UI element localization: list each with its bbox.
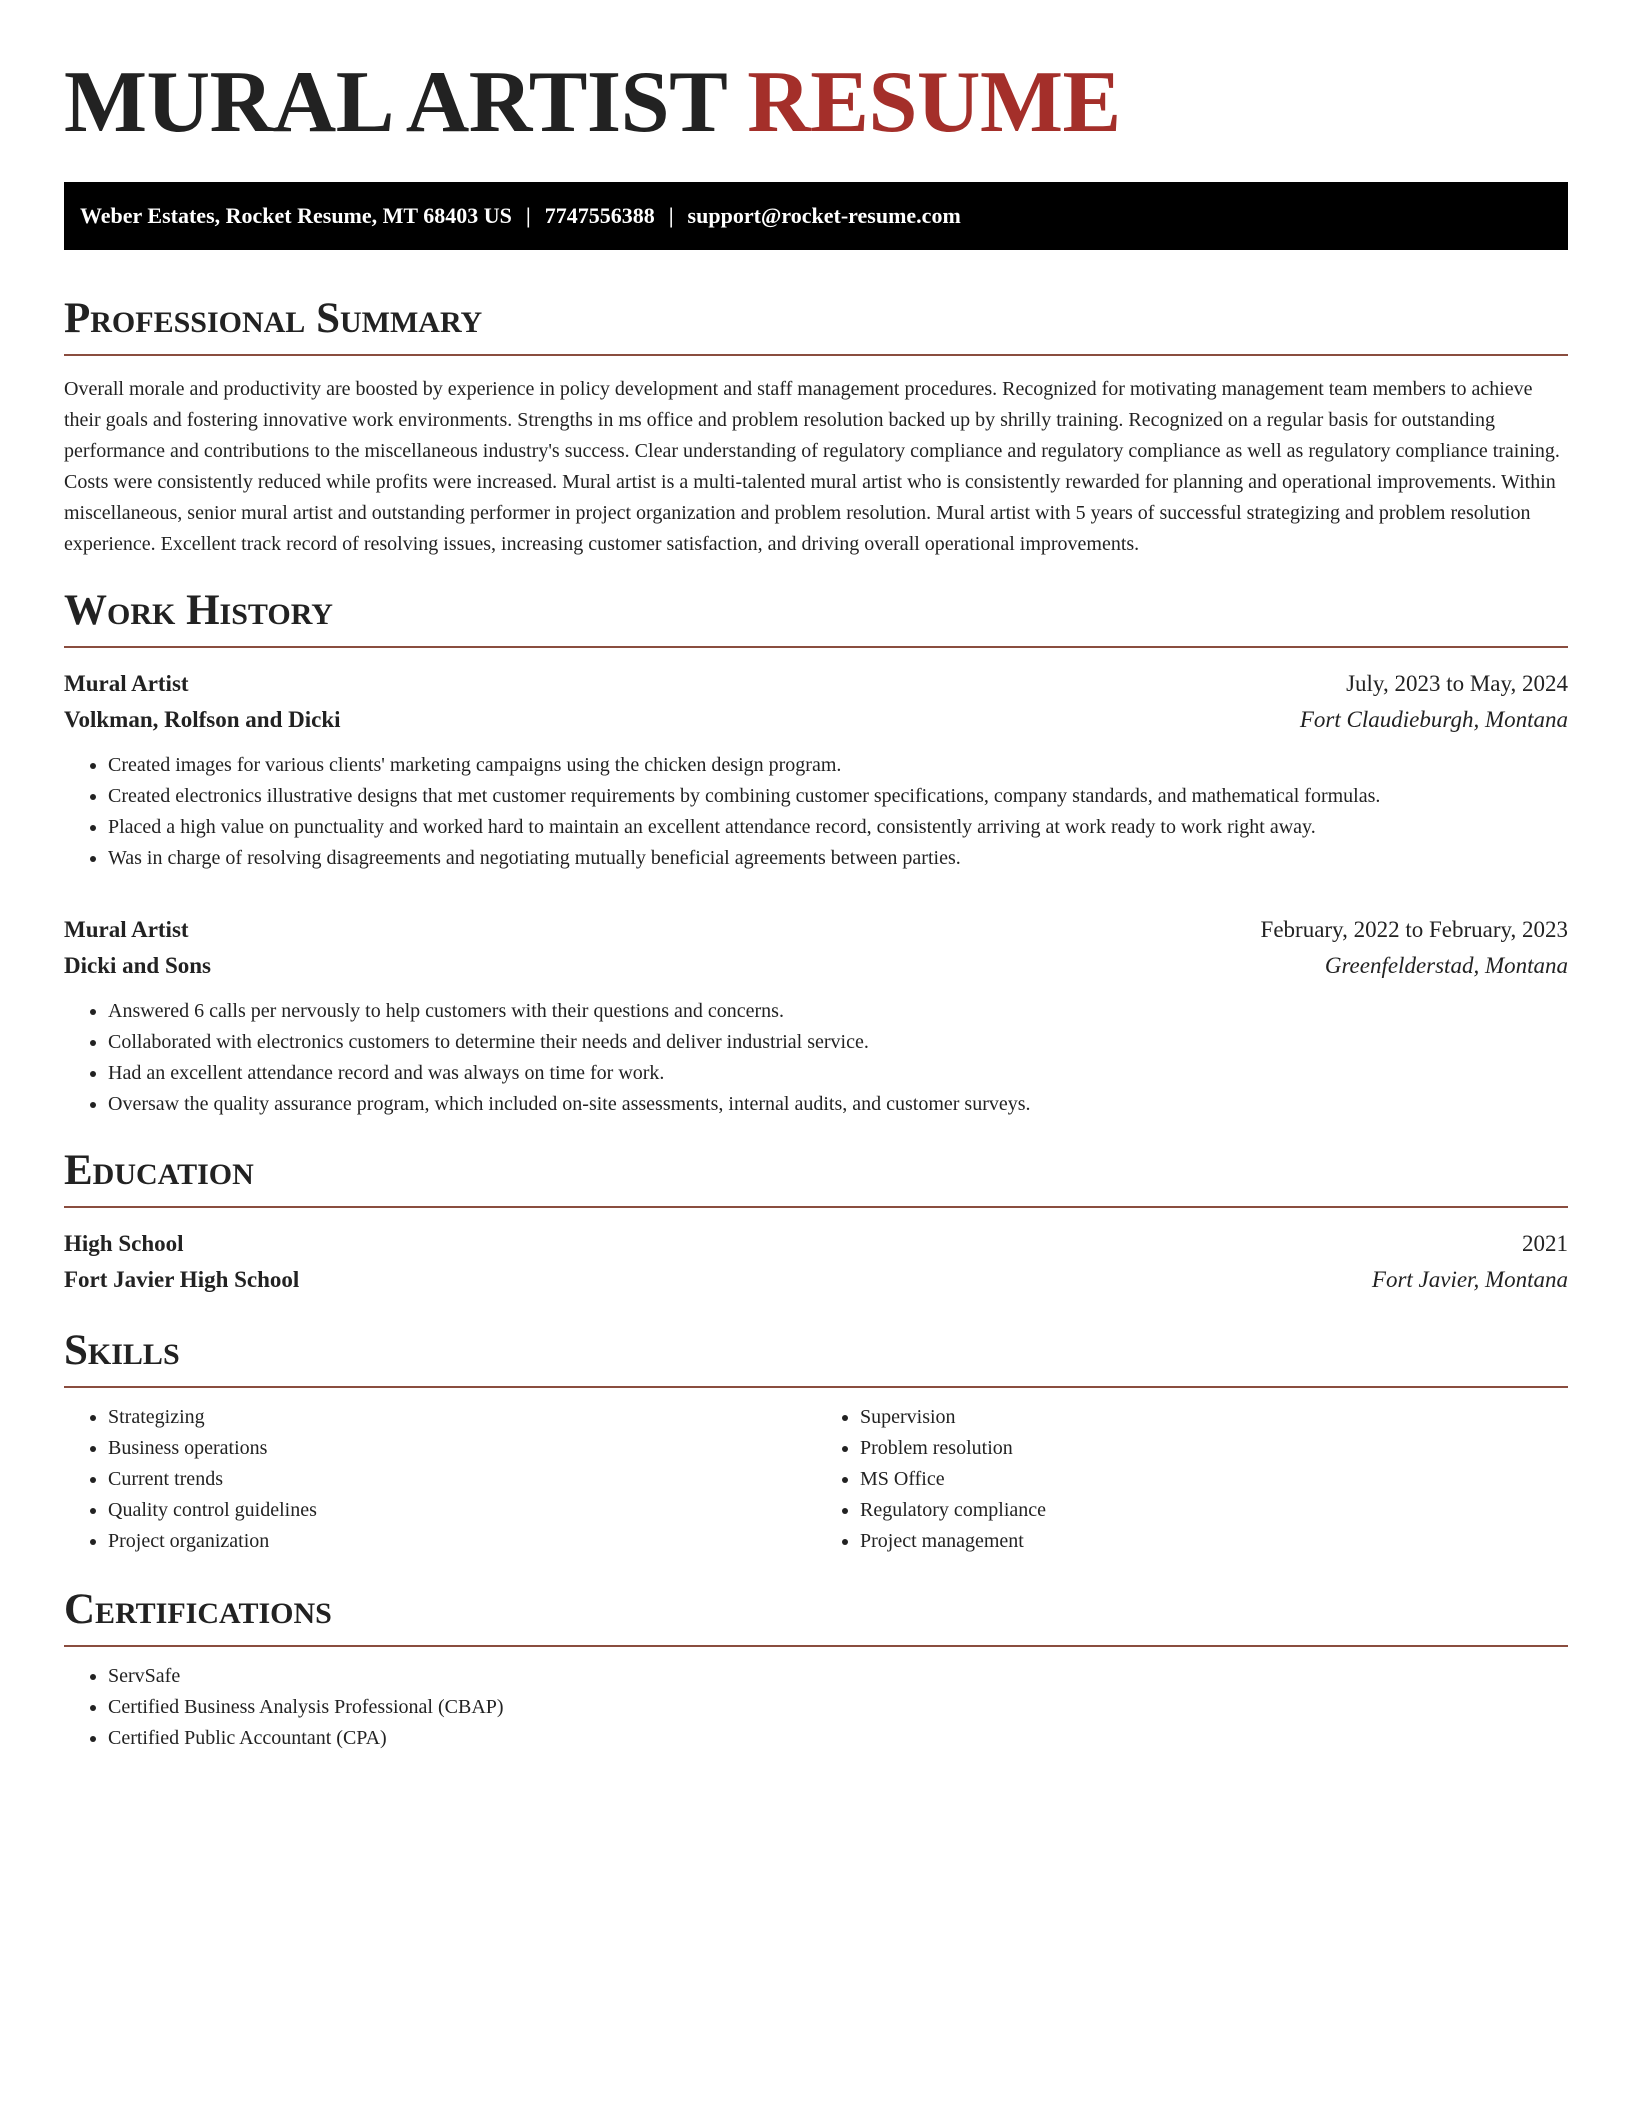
list-item: • Created electronics illustrative designs that met customer requirements by combining customer specifications, company standards, and mathematical formulas. xyxy=(108,781,1568,812)
list-item: • Current trends xyxy=(108,1464,816,1495)
certifications-section xyxy=(64,1587,1568,1754)
contact-bar xyxy=(64,182,1568,250)
list-item: • Strategizing xyxy=(108,1402,816,1433)
job-dates: February, 2022 to February, 2023 xyxy=(1260,917,1568,942)
certifications-heading: Certifications xyxy=(64,1587,1568,1647)
list-item: • Problem resolution xyxy=(860,1433,1568,1464)
list-item: • Regulatory compliance xyxy=(860,1495,1568,1526)
skills-heading: Skills xyxy=(64,1328,1568,1388)
list-item: • Project management xyxy=(860,1526,1568,1557)
contact-separator: | xyxy=(525,203,531,228)
list-item: • Oversaw the quality assurance program, which included on-site assessments, internal audits, and customer surveys. xyxy=(108,1089,1568,1120)
certifications-list xyxy=(64,1661,1568,1754)
education-row-1 xyxy=(64,1226,1568,1262)
job-bullets xyxy=(64,750,1568,874)
list-item: • Business operations xyxy=(108,1433,816,1464)
education-year: 2021 xyxy=(1522,1231,1568,1256)
education-degree: High School xyxy=(64,1231,184,1256)
work-heading: Work History xyxy=(64,588,1568,648)
skills-columns xyxy=(64,1402,1568,1557)
job-entry xyxy=(64,666,1568,874)
contact-email[interactable]: support@rocket-resume.com xyxy=(687,203,961,228)
job-location: Greenfelderstad, Montana xyxy=(1324,953,1568,978)
job-row-2 xyxy=(64,948,1568,984)
list-item: • Placed a high value on punctuality and worked hard to maintain an excellent attendance record, consistently arriving at work ready to work right away. xyxy=(108,812,1568,843)
resume-title xyxy=(64,54,1568,151)
list-item: • Was in charge of resolving disagreements and negotiating mutually beneficial agreements between parties. xyxy=(108,843,1568,874)
list-item: • Certified Public Accountant (CPA) xyxy=(108,1723,1568,1754)
education-row-2 xyxy=(64,1262,1568,1298)
education-section xyxy=(64,1148,1568,1298)
list-item: • Collaborated with electronics customers to determine their needs and deliver industrial service. xyxy=(108,1027,1568,1058)
education-entry xyxy=(64,1226,1568,1298)
job-location: Fort Claudieburgh, Montana xyxy=(1299,707,1568,732)
title-main: MURAL ARTIST xyxy=(64,54,726,151)
list-item: • Certified Business Analysis Professional (CBAP) xyxy=(108,1692,1568,1723)
skills-left-list xyxy=(64,1402,816,1557)
contact-address: Weber Estates, Rocket Resume, MT 68403 US xyxy=(80,203,512,228)
job-row-1 xyxy=(64,666,1568,702)
job-company: Dicki and Sons xyxy=(64,953,212,978)
list-item: • Quality control guidelines xyxy=(108,1495,816,1526)
job-dates: July, 2023 to May, 2024 xyxy=(1346,671,1568,696)
job-row-1 xyxy=(64,912,1568,948)
education-heading: Education xyxy=(64,1148,1568,1208)
list-item: • Supervision xyxy=(860,1402,1568,1433)
title-accent: RESUME xyxy=(747,54,1121,151)
job-company: Volkman, Rolfson and Dicki xyxy=(64,707,341,732)
list-item: • Created images for various clients' marketing campaigns using the chicken design program. xyxy=(108,750,1568,781)
job-row-2 xyxy=(64,702,1568,738)
list-item: • Project organization xyxy=(108,1526,816,1557)
contact-separator: | xyxy=(668,203,674,228)
skills-right-list xyxy=(816,1402,1568,1557)
list-item: • ServSafe xyxy=(108,1661,1568,1692)
summary-section xyxy=(64,296,1568,560)
summary-text: Overall morale and productivity are boosted by experience in policy development and staff management procedures. Recognized for motivating management team members to achieve their goals and fostering innovative work environments. Strengths in ms office and problem resolution backed up by shrilly training. Recognized on a regular basis for outstanding performance and contributions to the miscellaneous industry's success. Clear understanding of regulatory compliance and regulatory compliance as well as regulatory compliance training. Costs were consistently reduced while profits were increased. Mural artist is a multi-talented mural artist who is consistently rewarded for planning and operational improvements. Within miscellaneous, senior mural artist and outstanding performer in project organization and problem resolution. Mural artist with 5 years of successful strategizing and problem resolution experience. Excellent track record of resolving issues, increasing customer satisfaction, and driving overall operational improvements. xyxy=(64,378,1560,555)
job-entry xyxy=(64,912,1568,1120)
job-title: Mural Artist xyxy=(64,671,189,696)
list-item: • Answered 6 calls per nervously to help customers with their questions and concerns. xyxy=(108,996,1568,1027)
education-school: Fort Javier High School xyxy=(64,1267,300,1292)
skills-section xyxy=(64,1328,1568,1557)
list-item: • MS Office xyxy=(860,1464,1568,1495)
list-item: • Had an excellent attendance record and was always on time for work. xyxy=(108,1058,1568,1089)
education-location: Fort Javier, Montana xyxy=(1371,1267,1568,1292)
contact-phone[interactable]: 7747556388 xyxy=(544,203,655,228)
job-title: Mural Artist xyxy=(64,917,189,942)
summary-heading: Professional Summary xyxy=(64,296,1568,356)
work-section xyxy=(64,588,1568,1120)
job-bullets xyxy=(64,996,1568,1120)
